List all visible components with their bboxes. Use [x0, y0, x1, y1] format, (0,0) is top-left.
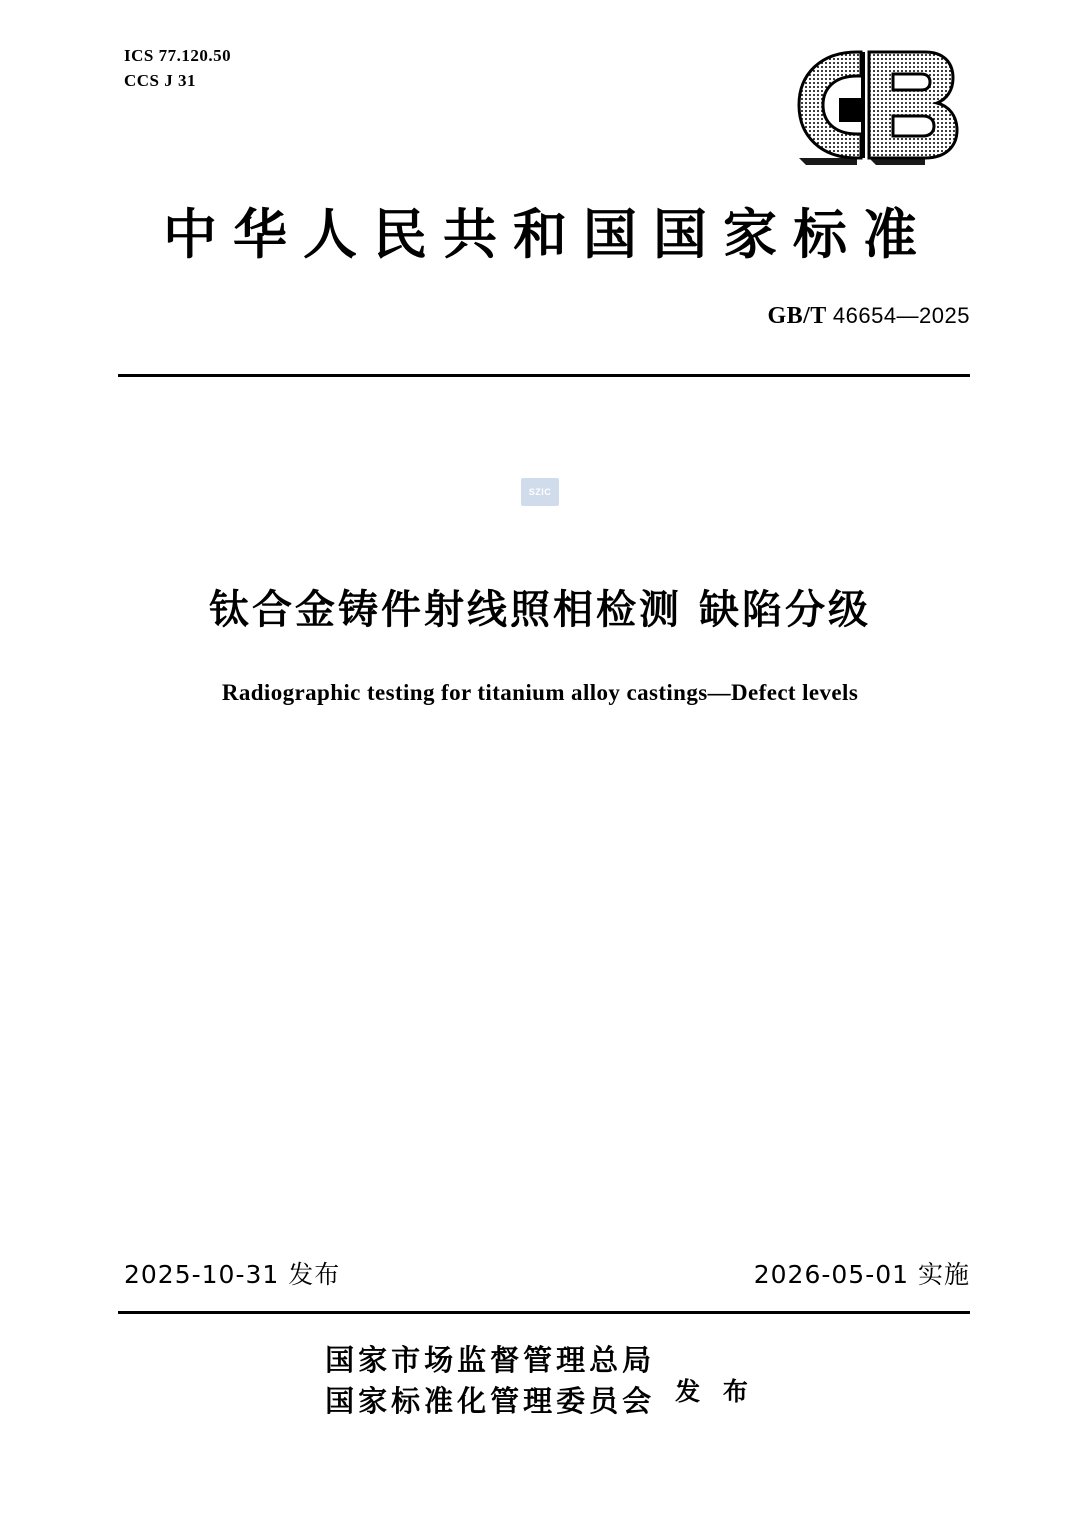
watermark-badge: SZIC [521, 478, 559, 506]
issuer-line-2: 国家标准化管理委员会 [325, 1384, 656, 1419]
issue-verb: 发 布 [675, 1377, 755, 1407]
standard-number [767, 303, 970, 330]
document-title-chinese: 钛合金铸件射线照相检测 缺陷分级 [209, 586, 871, 633]
issuing-authorities [0, 1340, 1080, 1422]
issue-date: 2025-10-31 发布 [124, 1260, 341, 1289]
issuer-names [325, 1340, 655, 1422]
ccs-code: CCS J 31 [124, 70, 197, 90]
ics-code: ICS 77.120.50 [124, 46, 232, 65]
page-title: 中华人民共和国国家标准 [163, 202, 933, 266]
standard-number-prefix: GB/T [767, 303, 827, 329]
gb-emblem-icon [761, 38, 976, 173]
classification-codes [124, 44, 231, 93]
divider-bottom [118, 1311, 970, 1314]
standard-number-value: 46654—2025 [832, 303, 970, 328]
divider-top [118, 374, 970, 377]
effective-date: 2026-05-01 实施 [753, 1260, 970, 1289]
document-title-english: Radiographic testing for titanium alloy castings—Defect levels [221, 680, 859, 705]
issuer-line-1: 国家市场监督管理总局 [325, 1343, 656, 1377]
